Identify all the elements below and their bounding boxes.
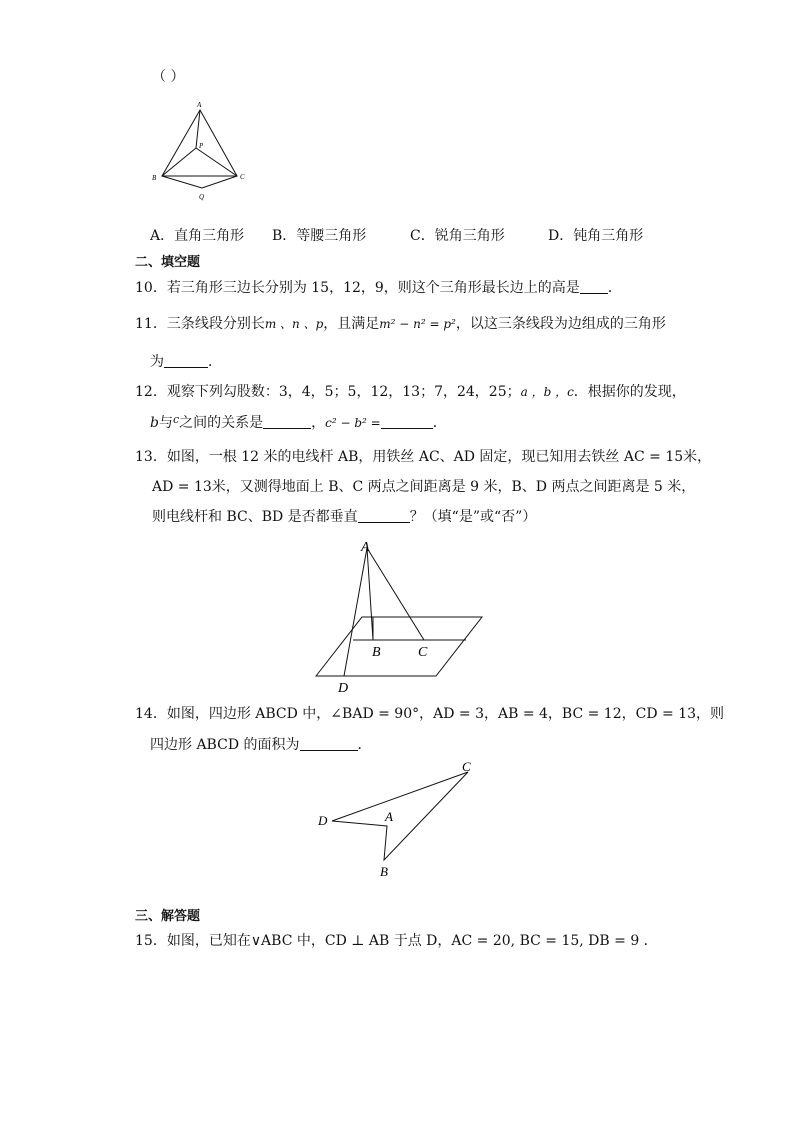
q11-text-a: 11．三条线段分别长 (135, 316, 265, 332)
q13-label-c: C (418, 645, 428, 660)
q12-text-c: 之间的关系是 (179, 415, 264, 431)
q13-text-b: ？（填“是”或“否”） (409, 509, 537, 525)
q12-sep: ， (311, 415, 326, 431)
q13-wire-ac (367, 548, 424, 640)
q10-text: 10．若三角形三边长分别为 15，12，9，则这个三角形最长边上的高是 (135, 280, 580, 296)
q11-text-b: ，且满足 (323, 316, 380, 332)
q13-wire-ad (344, 548, 367, 676)
q9-figure (145, 98, 255, 208)
q13-blank (358, 508, 410, 523)
q11-vars: m 、n 、p (264, 317, 324, 331)
q13-pole-ab (367, 548, 373, 640)
option-d: D．钝角三角形 (548, 228, 644, 244)
q11-text-d: 为 (150, 354, 164, 370)
q9-segments-bqc (162, 176, 237, 188)
q13-label-d: D (338, 681, 349, 695)
option-b: B．等腰三角形 (272, 228, 367, 244)
q12-text-b: ．根据你的发现， (573, 384, 686, 400)
q13-text-a: 则电线杆和 BC、BD 是否都垂直 (152, 509, 358, 525)
q9-label-q: Q (199, 193, 205, 201)
q14-label-c: C (462, 759, 471, 774)
q14-label-b: B (380, 864, 388, 879)
q13-ground-plane (316, 617, 482, 676)
q13-figure (300, 530, 500, 695)
question-13-line-1: 13．如图，一根 12 米的电线杆 AB，用铁丝 AC、AD 固定，现已知用去铁丝 AC = 15米， (135, 449, 712, 465)
q11-blank (164, 353, 208, 368)
question-13-line-2: AD = 13米，又测得地面上 B、C 两点之间距离是 9 米，B、D 两点之间距离是 5 米， (152, 479, 696, 495)
question-15: 15．如图，已知在∨ABC 中，CD ⊥ AB 于点 D，AC = 20, BC = 15, DB = 9 ． (135, 933, 658, 949)
question-14-line-2 (150, 734, 372, 754)
option-c: C．锐角三角形 (410, 228, 505, 244)
q14-label-a: A (385, 809, 393, 824)
q14-label-d: D (318, 813, 328, 828)
q9-label-p: P (199, 142, 204, 150)
answer-parenthesis: （ ） (152, 69, 185, 85)
option-a: A．直角三角形 (150, 228, 245, 244)
question-13-line-3 (152, 506, 536, 526)
q12-blank-2 (381, 414, 433, 429)
q12-var-b: b (150, 415, 159, 431)
q10-blank (580, 279, 608, 294)
q14-end: ． (357, 737, 372, 753)
q12-equation: c² − b² = (325, 416, 381, 430)
q13-label-b: B (372, 645, 381, 660)
q14-figure (315, 755, 480, 880)
q12-vars: a ，b ，c (520, 385, 574, 399)
q11-equation: m² − n² = p² (379, 317, 456, 331)
question-12-line-1 (135, 381, 686, 401)
q12-text-a: 12．观察下列勾股数：3，4，5；5，12，13；7，24，25； (135, 384, 521, 400)
q9-segment-bp (162, 148, 196, 176)
q14-text-a: 四边形 ABCD 的面积为 (150, 737, 300, 753)
question-11-line-1 (135, 313, 666, 333)
q11-end: ． (208, 354, 222, 370)
question-12-line-2 (150, 412, 447, 432)
q10-end: ． (607, 280, 622, 296)
q9-segment-cp (196, 148, 237, 176)
q12-end: ． (432, 415, 447, 431)
q12-var-c: c (172, 413, 180, 426)
q12-text-mid: 与 (158, 415, 173, 431)
q11-text-c: ，以这三条线段为边组成的三角形 (455, 316, 666, 332)
question-14-line-1: 14．如图，四边形 ABCD 中，∠BAD = 90°，AD = 3，AB = 4，BC = 12，CD = 13，则 (135, 706, 725, 722)
q9-label-a: A (197, 101, 202, 109)
q9-label-c: C (240, 173, 245, 181)
question-10 (135, 277, 622, 297)
q12-blank-1 (263, 414, 311, 429)
section-solve-title: 三、解答题 (135, 909, 201, 924)
q14-quadrilateral-dcba (332, 772, 468, 860)
question-11-line-2 (150, 351, 222, 371)
q14-blank (300, 736, 358, 751)
q9-label-b: B (152, 174, 157, 182)
section-fill-in-title: 二、填空题 (135, 255, 201, 270)
q13-label-a: A (361, 540, 370, 555)
